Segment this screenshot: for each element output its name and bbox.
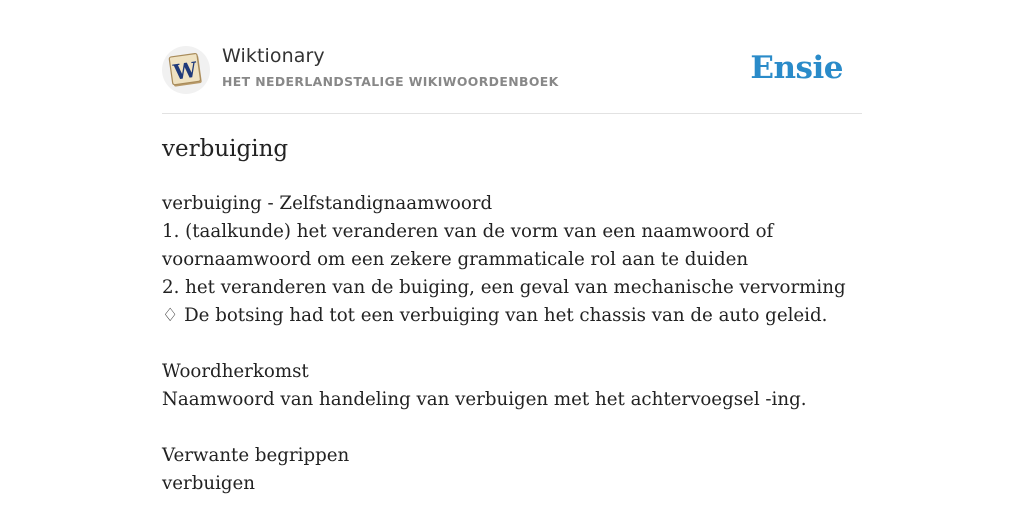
site-header <box>162 40 862 114</box>
etymology-text: Naamwoord van handeling van verbuigen met het achtervoegsel -ing. <box>162 389 807 410</box>
example-sentence: ♢ De botsing had tot een verbuiging van het chassis van de auto geleid. <box>162 305 828 326</box>
related-terms-heading: Verwante begrippen <box>162 445 350 466</box>
etymology-heading: Woordherkomst <box>162 361 309 382</box>
wiktionary-logo-icon[interactable] <box>162 46 210 94</box>
ensie-brand-logo[interactable]: Ensie <box>750 50 843 86</box>
spacer <box>162 414 862 442</box>
site-subtitle: HET NEDERLANDSTALIGE WIKIWOORDENBOEK <box>222 74 559 89</box>
definition-1-line-2: voornaamwoord om een zekere grammaticale rol aan te duiden <box>162 249 749 270</box>
definition-2: 2. het veranderen van de buiging, een geval van mechanische vervorming <box>162 277 846 298</box>
svg-text:W: W <box>171 56 199 85</box>
definition-1-line-1: 1. (taalkunde) het veranderen van de vorm van een naamwoord of <box>162 221 774 242</box>
related-term-item[interactable]: verbuigen <box>162 473 256 494</box>
page-title: verbuiging <box>162 136 289 162</box>
spacer <box>162 330 862 358</box>
entry-content <box>162 190 862 498</box>
site-name[interactable]: Wiktionary <box>222 45 325 67</box>
entry-heading-line: verbuiging - Zelfstandignaamwoord <box>162 193 493 214</box>
entry-card <box>162 0 862 512</box>
